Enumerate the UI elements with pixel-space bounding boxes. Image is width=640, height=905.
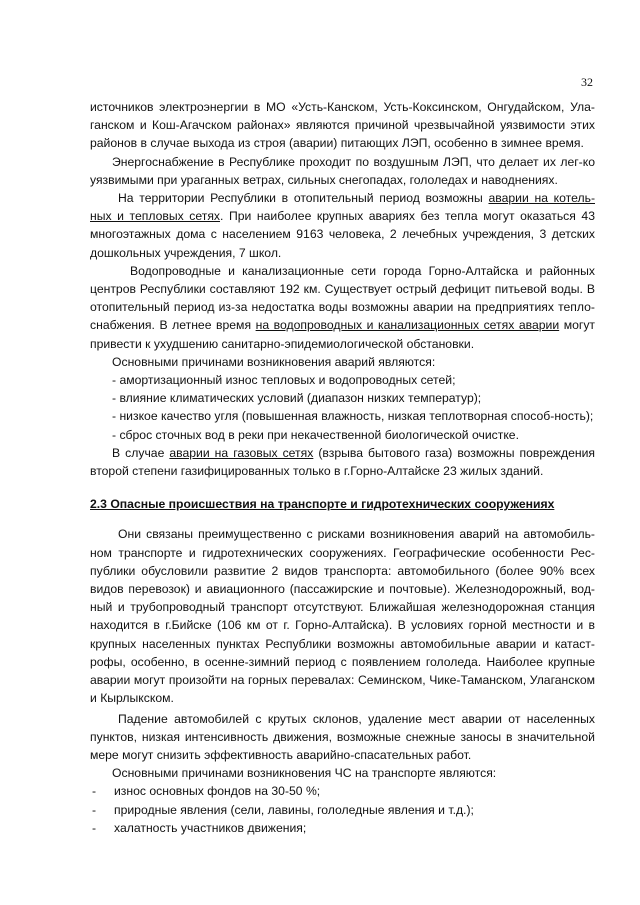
paragraph-transport-risks: Они связаны преимущественно с рисками возникновения аварий на автомобиль-ном транспорте и гидротехнических сооружениях. Географические особенности Рес-публики обусловили развитие 2 видов транспорта: автомобильного (более 90% всех видов перевозок) и авиационного (пассажирские и почтовые). Железнодорожный, вод-ный и трубопроводный транспорт отсутствуют. Ближайшая железнодорожная станция находится в г.Бийске (106 км от г. Горно-Алтайска). В условиях горной местности и в крупных населенных пунктах Республики возможны автомобильные аварии и катаст-рофы, особенно, в осенне-зимний период с появлением гололеда. Наиболее крупные аварии могут произойти на горных перевалах: Семинском, Чике-Таманском, Улаганском и Кырлыкском. xyxy=(90,527,595,706)
text-segment: (взрыва бытового газа) возможны повреждения второй степени газифицированных только в г.Горно-Алтайске 23 жилых зданий. xyxy=(90,445,596,479)
text-segment: В случае xyxy=(112,445,170,460)
paragraph-rescue-efficiency: Падение автомобилей с крутых склонов, удаление мест аварии от населенных пунктов, низкая интенсивность движения, возможные снежные заносы в значительной мере могут снизить эффективность аварийно-спасательных работ. xyxy=(90,711,595,762)
underlined-text: аварии на газовых сетях xyxy=(169,445,314,460)
underlined-text: аварии на котель-ных и тепловых сетях xyxy=(90,191,595,224)
paragraph-accident-causes-intro: Основными причинами возникновения аварий являются: xyxy=(112,354,436,369)
text-segment: . При наиболее крупных авариях без тепла могут оказаться 43 многоэтажных дома с населением 9163 человека, 2 лечебных учреждения, 3 детских дошкольных учреждения, 7 школ. xyxy=(90,209,595,260)
list-item-cause: - низкое качество угля (повышенная влажность, низкая теплотворная способ-ность); xyxy=(112,409,594,424)
list-item-cause: - амортизационный износ тепловых и водопроводных сетей; xyxy=(112,373,456,388)
list-dash: - xyxy=(92,802,97,817)
document-body xyxy=(90,98,595,837)
text-segment: На территории Республики в отопительный период возможны xyxy=(118,191,489,206)
paragraph-heating-accidents xyxy=(90,189,595,262)
text-segment: Водопроводные и канализационные сети города Горно-Алтайска и районных центров Республики составляют 192 км. Существует острый дефицит питьевой воды. В отопительный период из-за недостатка воды возможны аварии на предприятиях тепло-снабжения. В летнее время xyxy=(90,263,595,333)
list-dash: - xyxy=(92,820,97,835)
list-item-transport-cause xyxy=(90,819,595,837)
list-item-text: износ основных фондов на 30-50 %; xyxy=(114,784,321,799)
paragraph-gas-accidents xyxy=(90,444,595,480)
list-item-transport-cause xyxy=(90,801,595,819)
list-item-transport-cause xyxy=(90,782,595,800)
paragraph-transport-causes-intro: Основными причинами возникновения ЧС на транспорте являются: xyxy=(112,766,497,781)
page-number: 32 xyxy=(581,75,593,89)
list-item-text: природные явления (сели, лавины, гололедные явления и т.д.); xyxy=(114,802,474,817)
list-item-cause: - влияние климатических условий (диапазон низких температур); xyxy=(112,391,482,406)
paragraph-power-supply: Энергоснабжение в Республике проходит по воздушным ЛЭП, что делает их лег-ко уязвимыми при ураганных ветрах, сильных снегопадах, гололедах и наводнениях. xyxy=(90,154,595,187)
underlined-text: на водопроводных и канализационных сетях аварии xyxy=(255,318,560,333)
list-dash: - xyxy=(92,784,97,799)
list-item-text: халатность участников движения; xyxy=(114,820,307,835)
section-heading: 2.3 Опасные происшествия на транспорте и гидротехнических сооружениях xyxy=(90,497,555,512)
paragraph-water-networks xyxy=(90,262,595,353)
text-segment: могут привести к ухудшению санитарно-эпидемиологической обстановки. xyxy=(90,318,595,351)
paragraph-energy-sources: источников электроэнергии в МО «Усть-Канском, Усть-Коксинском, Онгудайском, Ула-ганском и Кош-Агачском районах» являются причиной чрезвычайной уязвимости этих районов в случае выхода из строя (аварии) питающих ЛЭП, особенно в зимнее время. xyxy=(90,100,595,151)
list-item-cause: - сброс сточных вод в реки при некачественной биологической очистке. xyxy=(112,427,519,442)
